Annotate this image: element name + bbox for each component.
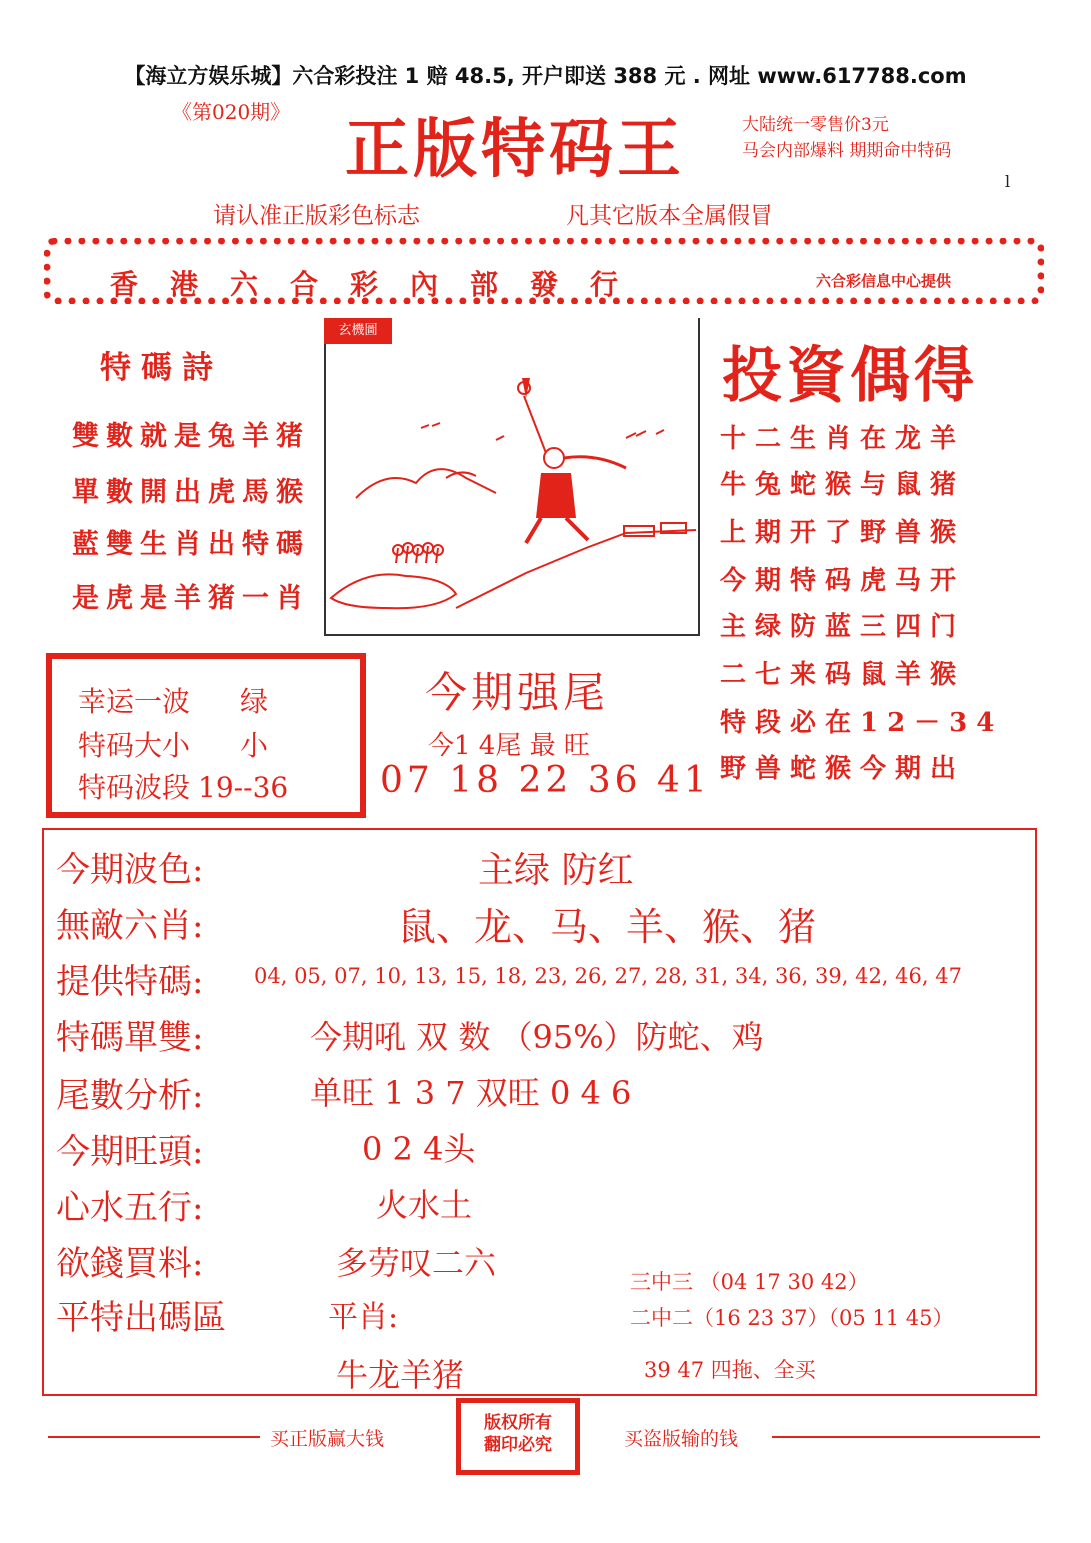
invest-line: 特段必在12－34: [720, 708, 1004, 738]
top-banner: 【海立方娱乐城】六合彩投注 1 赔 48.5, 开户即送 388 元 . 网址 www.617788.com: [124, 64, 967, 88]
footer-line-right: [772, 1436, 1040, 1438]
page-title: 正版特码王: [345, 112, 685, 187]
six-zodiac-label: 無敵六肖:: [56, 906, 204, 946]
tagline: 马会内部爆料 期期命中特码: [742, 141, 952, 161]
invest-line: 上期开了野兽猴: [720, 518, 966, 548]
notice-right: 凡其它版本全属假冒: [566, 203, 773, 229]
poem-line: 藍雙生肖出特碼: [72, 529, 310, 560]
copyright-line2: 翻印必究: [484, 1435, 552, 1455]
wave-color-label: 今期波色:: [56, 850, 204, 890]
six-zodiac-value: 鼠、龙、马、羊、猴、猪: [398, 905, 817, 949]
tail-analysis-value: 单旺 1 3 7 双旺 0 4 6: [310, 1074, 632, 1112]
combo-three: 三中三 （04 17 30 42）: [630, 1270, 869, 1294]
codes-value: 04, 05, 07, 10, 13, 15, 18, 23, 26, 27, 28, 31, 34, 36, 39, 42, 46, 47: [254, 964, 962, 988]
notice-left: 请认准正版彩色标志: [213, 203, 420, 229]
money-value: 多劳叹二六: [336, 1244, 497, 1282]
invest-title: 投資偶得: [722, 341, 978, 411]
corner-mark: l: [1005, 172, 1011, 191]
hk-banner-sub: 六合彩信息中心提供: [816, 272, 952, 290]
poem-line: 雙數就是兔羊猪: [72, 421, 310, 452]
five-elements-value: 火水土: [376, 1186, 473, 1224]
mystery-picture-frame: [324, 318, 700, 636]
flat-zodiac-value: 牛龙羊猪: [336, 1356, 465, 1394]
flat-zodiac-label: 平肖:: [328, 1300, 399, 1335]
lucky-wave-row: [78, 680, 268, 720]
lucky-size-row: [78, 724, 268, 764]
odd-even-value: 今期吼 双 数 （95%）防蛇、鸡: [310, 1018, 764, 1056]
invest-line: 野兽蛇猴今期出: [720, 754, 966, 784]
combo-two: 二中二（16 23 37）（05 11 45）: [630, 1306, 954, 1330]
lucky-size-value: 小: [240, 729, 269, 762]
five-elements-label: 心水五行:: [56, 1188, 204, 1228]
odd-even-label: 特碼單雙:: [56, 1018, 204, 1058]
lucky-range-value: 19--36: [198, 771, 289, 804]
money-label: 欲錢買料:: [56, 1244, 204, 1284]
issue-number: 《第020期》: [172, 100, 291, 124]
lucky-size-label: 特码大小: [78, 729, 191, 762]
footer-left-text: 买正版赢大钱: [270, 1428, 385, 1450]
strong-tail-numbers: 07 18 22 36 41: [380, 760, 711, 801]
invest-line: 今期特码虎马开: [720, 566, 966, 596]
tail-analysis-label: 尾數分析:: [56, 1076, 204, 1116]
strong-tail-sub: 今1 4尾 最 旺: [428, 731, 590, 761]
lucky-wave-value: 绿: [240, 685, 269, 718]
poem-line: 是虎是羊猪一肖: [72, 583, 310, 614]
head-value: 0 2 4头: [362, 1130, 476, 1168]
wave-color-value: 主绿 防红: [478, 850, 634, 891]
invest-line: 二七来码鼠羊猴: [720, 660, 966, 690]
footer-right-text: 买盗版输的钱: [624, 1428, 739, 1450]
strong-tail-title: 今期强尾: [425, 668, 610, 717]
price-note: 大陆统一零售价3元: [742, 115, 889, 135]
hk-banner-title: 香港六合彩內部發行: [110, 268, 651, 301]
invest-line: 十二生肖在龙羊: [720, 424, 966, 454]
combo-drag: 39 47 四拖、全买: [644, 1358, 816, 1382]
poem-title: 特碼詩: [100, 350, 223, 386]
invest-line: 牛兔蛇猴与鼠猪: [720, 470, 966, 500]
copyright-box: [456, 1398, 580, 1475]
mystery-illustration: [326, 318, 698, 634]
invest-line: 主绿防蓝三四门: [720, 612, 966, 642]
head-label: 今期旺頭:: [56, 1132, 204, 1172]
lucky-wave-label: 幸运一波: [78, 685, 191, 718]
lucky-range-row: [78, 766, 288, 806]
copyright-line1: 版权所有: [484, 1413, 552, 1433]
lucky-range-label: 特码波段: [78, 771, 191, 804]
codes-label: 提供特碼:: [56, 962, 204, 1002]
footer-line-left: [48, 1436, 260, 1438]
picture-stamp: 玄機圖: [324, 318, 392, 344]
flat-code-label: 平特出碼區: [56, 1298, 226, 1338]
poem-line: 單數開出虎馬猴: [72, 477, 310, 508]
